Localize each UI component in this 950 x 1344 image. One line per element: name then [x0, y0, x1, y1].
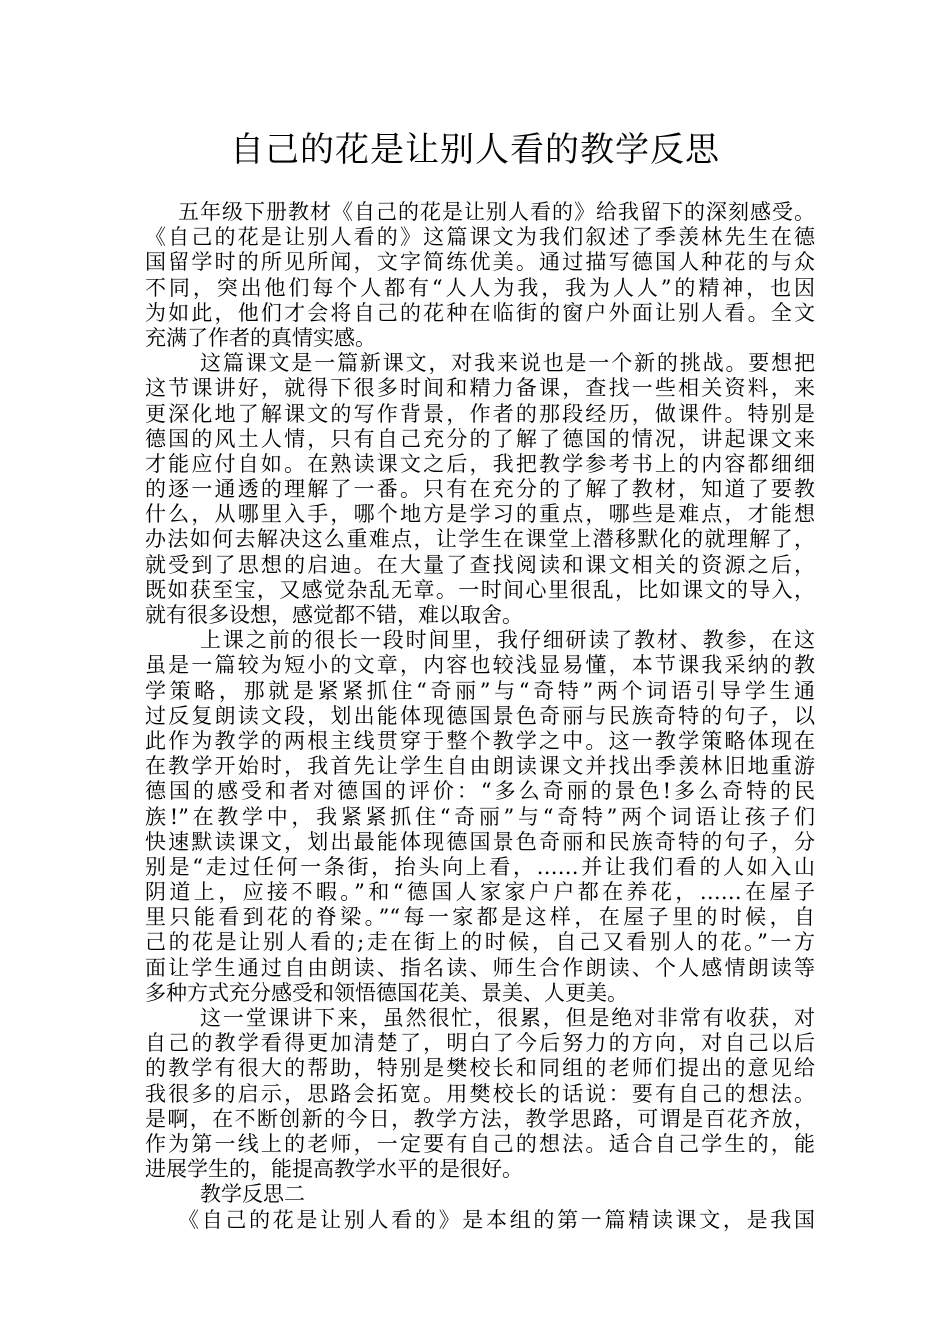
paragraph-line: 虽是一篇较为短小的文章，内容也较浅显易懂，本节课我采纳的教: [145, 653, 815, 678]
paragraph-line: 阴道上，应接不暇。”和“德国人家家户户都在养花，……在屋子: [145, 880, 815, 905]
page-title: 自己的花是让别人看的教学反思: [230, 130, 720, 170]
paragraph-line: 才能应付自如。在熟读课文之后，我把教学参考书上的内容都细细: [145, 451, 815, 476]
paragraph-line: 既如获至宝，又感觉杂乱无章。一时间心里很乱，比如课文的导入，: [145, 577, 815, 602]
paragraph-line: 就有很多设想，感觉都不错，难以取舍。: [145, 603, 523, 627]
paragraph-line: 作为第一线上的老师，一定要有自己的想法。适合自己学生的，能: [145, 1131, 815, 1156]
paragraph: [145, 1006, 815, 1182]
paragraph-line: 是啊，在不断创新的今日，教学方法，教学思路，可谓是百花齐放，: [145, 1106, 815, 1131]
paragraph-line: 多种方式充分感受和领悟德国花美、景美、人更美。: [145, 980, 628, 1005]
paragraph-line: 自己的教学看得更加清楚了，明白了今后努力的方向，对自己以后: [145, 1031, 815, 1056]
paragraph-line: 这节课讲好，就得下很多时间和精力备课，查找一些相关资料，来: [145, 376, 815, 401]
paragraph-line: 面让学生通过自由朗读、指名读、师生合作朗读、个人感情朗读等: [145, 955, 815, 980]
paragraph-line: 此作为教学的两根主线贯穿于整个教学之中。这一教学策略体现在: [145, 728, 815, 753]
paragraph-line: 在教学开始时，我首先让学生自由朗读课文并找出季羡林旧地重游: [145, 754, 815, 779]
paragraph: [145, 1208, 815, 1233]
paragraph-line: 这篇课文是一篇新课文，对我来说也是一个新的挑战。要想把: [200, 351, 815, 376]
paragraph-line: 族!”在教学中，我紧紧抓住“奇丽”与“奇特”两个词语让孩子们: [145, 804, 815, 829]
paragraph-line: 德国的风土人情，只有自己充分的了解了德国的情况，讲起课文来: [145, 426, 815, 451]
paragraph-line: 的教学有很大的帮助，特别是樊校长和同组的老师们提出的意见给: [145, 1056, 815, 1081]
paragraph-line: 别是“走过任何一条街，抬头向上看，……并让我们看的人如入山: [145, 854, 815, 879]
paragraph-line: 办法如何去解决这么重难点，让学生在课堂上潜移默化的就理解了，: [145, 527, 815, 552]
paragraph-line: 进展学生的，能提高教学水平的是很好。: [145, 1157, 523, 1182]
paragraph-line: 这一堂课讲下来，虽然很忙，很累，但是绝对非常有收获，对: [200, 1006, 815, 1030]
paragraph-line: 己的花是让别人看的;走在街上的时候，自己又看别人的花。”一方: [145, 930, 815, 955]
paragraph: [145, 200, 815, 351]
paragraph-line: 快速默读课文，划出最能体现德国景色奇丽和民族奇特的句子，分: [145, 829, 815, 854]
paragraph-line: 不同，突出他们每个人都有“人人为我，我为人人”的精神，也因: [145, 275, 815, 300]
paragraph-line: 里只能看到花的脊梁。”“每一家都是这样，在屋子里的时候，自: [145, 905, 815, 930]
paragraph-line: 什么，从哪里入手，哪个地方是学习的重点，哪些是难点，才能想: [145, 502, 815, 527]
paragraph-line: 充满了作者的真情实感。: [145, 325, 376, 350]
paragraph: [145, 351, 815, 628]
paragraph-line: 过反复朗读文段，划出能体现德国景色奇丽与民族奇特的句子，以: [145, 703, 815, 728]
paragraph: [145, 1182, 815, 1207]
paragraph-line: 德国的感受和者对德国的评价：“多么奇丽的景色!多么奇特的民: [145, 779, 815, 804]
paragraph-line: 学策略，那就是紧紧抓住“奇丽”与“奇特”两个词语引导学生通: [145, 678, 815, 703]
paragraph: [145, 628, 815, 1006]
paragraph-line: 的逐一通透的理解了一番。只有在充分的了解了教材，知道了要教: [145, 477, 815, 502]
paragraph-line: 为如此，他们才会将自己的花种在临街的窗户外面让别人看。全文: [145, 300, 815, 325]
paragraph-line: 《自己的花是让别人看的》这篇课文为我们叙述了季羡林先生在德: [145, 225, 815, 250]
paragraph-line: 上课之前的很长一段时间里，我仔细研读了教材、教参，在这: [200, 628, 815, 653]
paragraph-line: 我很多的启示，思路会拓宽。用樊校长的话说：要有自己的想法。: [145, 1081, 815, 1106]
paragraph-line: 五年级下册教材《自己的花是让别人看的》给我留下的深刻感受。: [178, 200, 815, 224]
paragraph-line: 就受到了思想的启迪。在大量了查找阅读和课文相关的资源之后，: [145, 552, 815, 577]
document-body: [145, 200, 815, 1233]
paragraph-line: 教学反思二: [200, 1182, 305, 1207]
paragraph-line: 《自己的花是让别人看的》是本组的第一篇精读课文，是我国: [178, 1207, 815, 1232]
paragraph-line: 更深化地了解课文的写作背景，作者的那段经历，做课件。特别是: [145, 401, 815, 426]
paragraph-line: 国留学时的所见所闻，文字简练优美。通过描写德国人种花的与众: [145, 250, 815, 275]
